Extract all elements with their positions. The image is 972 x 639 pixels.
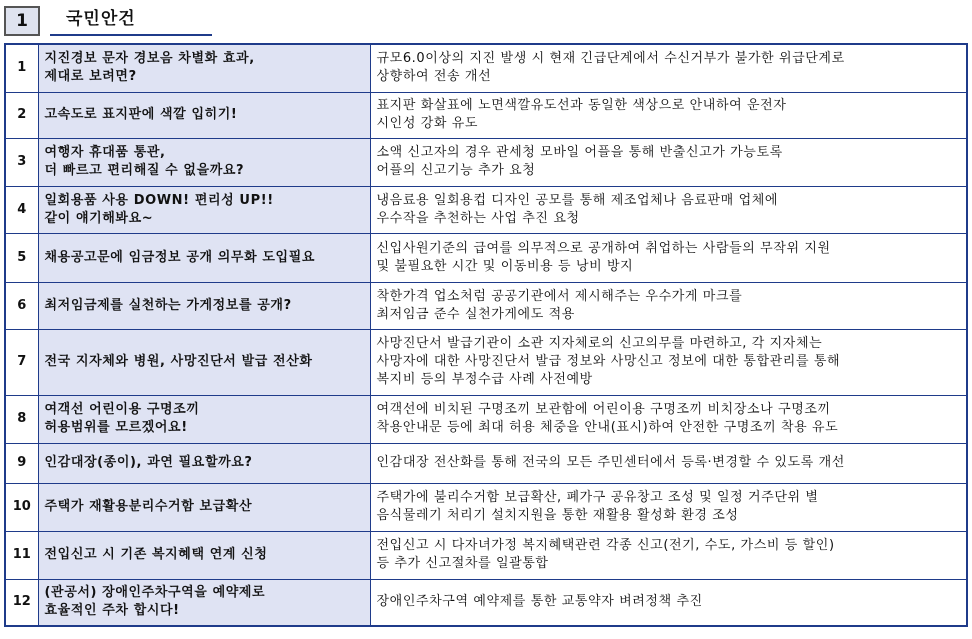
row-number: 12 (5, 579, 38, 626)
row-description: 착한가격 업소처럼 공공기관에서 제시해주는 우수가게 마크를 최저임금 준수 실천가게에도 적용 (370, 282, 967, 329)
row-number: 6 (5, 282, 38, 329)
table-row (5, 395, 967, 443)
row-number: 1 (5, 44, 38, 92)
row-title: 주택가 재활용분리수거함 보급확산 (38, 483, 370, 531)
row-title: 전입신고 시 기존 복지혜택 연계 신청 (38, 531, 370, 579)
table-row (5, 92, 967, 138)
row-description: 규모6.0이상의 지진 발생 시 현재 긴급단계에서 수신거부가 불가한 위급단계로 상향하여 전송 개선 (370, 44, 967, 92)
row-number: 10 (5, 483, 38, 531)
row-title: 일회용품 사용 DOWN! 편리성 UP!! 같이 얘기해봐요~ (38, 186, 370, 233)
row-description: 냉음료용 일회용컵 디자인 공모를 통해 제조업체나 음료판매 업체에 우수작을 추천하는 사업 추진 요청 (370, 186, 967, 233)
row-number: 9 (5, 443, 38, 483)
row-number: 8 (5, 395, 38, 443)
row-description: 인감대장 전산화를 통해 전국의 모든 주민센터에서 등록·변경할 수 있도록 개선 (370, 443, 967, 483)
section-number: 1 (4, 6, 40, 36)
row-number: 3 (5, 138, 38, 186)
row-description: 전입신고 시 다자녀가정 복지혜택관련 각종 신고(전기, 수도, 가스비 등 할인) 등 추가 신고절차를 일괄통합 (370, 531, 967, 579)
table-row (5, 483, 967, 531)
row-title: 여행자 휴대품 통관, 더 빠르고 편리해질 수 없을까요? (38, 138, 370, 186)
row-description: 사망진단서 발급기관이 소관 지자체로의 신고의무를 마련하고, 각 지자체는 사망자에 대한 사망진단서 발급 정보와 사망신고 정보에 대한 통합관리를 통해 복지비 등의 부정수급 사례 사전예방 (370, 329, 967, 395)
row-title: 지진경보 문자 경보음 차별화 효과, 제대로 보려면? (38, 44, 370, 92)
row-description: 여객선에 비치된 구명조끼 보관함에 어린이용 구명조끼 비치장소나 구명조끼 착용안내문 등에 최대 허용 체중을 안내(표시)하여 안전한 구명조끼 착용 유도 (370, 395, 967, 443)
row-description: 소액 신고자의 경우 관세청 모바일 어플을 통해 반출신고가 가능토록 어플의 신고기능 추가 요청 (370, 138, 967, 186)
table-row (5, 44, 967, 92)
table-row (5, 186, 967, 233)
table-row (5, 329, 967, 395)
row-description: 장애인주차구역 예약제를 통한 교통약자 벼려정책 추진 (370, 579, 967, 626)
table-row (5, 579, 967, 626)
title-underline (50, 34, 212, 36)
row-description: 주택가에 불리수거함 보급확산, 폐가구 공유창고 조성 및 일정 거주단위 별 음식물레기 처리기 설치지원을 통한 재활용 활성화 환경 조성 (370, 483, 967, 531)
row-number: 7 (5, 329, 38, 395)
proposal-table (4, 43, 968, 627)
section-title: 국민안건 (66, 9, 136, 29)
row-title: 전국 지자체와 병원, 사망진단서 발급 전산화 (38, 329, 370, 395)
row-number: 11 (5, 531, 38, 579)
row-title: 여객선 어린이용 구명조끼 허용범위를 모르겠어요! (38, 395, 370, 443)
table-row (5, 233, 967, 282)
row-number: 5 (5, 233, 38, 282)
row-title: 채용공고문에 임금정보 공개 의무화 도입필요 (38, 233, 370, 282)
table-row (5, 138, 967, 186)
row-title: 최저임금제를 실천하는 가게정보를 공개? (38, 282, 370, 329)
row-description: 표지판 화살표에 노면색깔유도선과 동일한 색상으로 안내하여 운전자 시인성 강화 유도 (370, 92, 967, 138)
row-title: (관공서) 장애인주차구역을 예약제로 효율적인 주차 합시다! (38, 579, 370, 626)
row-number: 4 (5, 186, 38, 233)
row-number: 2 (5, 92, 38, 138)
row-title: 인감대장(종이), 과연 필요할까요? (38, 443, 370, 483)
row-title: 고속도로 표지판에 색깔 입히기! (38, 92, 370, 138)
row-description: 신입사원기준의 급여를 의무적으로 공개하여 취업하는 사람들의 무작위 지원 및 불필요한 시간 및 이동비용 등 낭비 방지 (370, 233, 967, 282)
table-row (5, 443, 967, 483)
table-row (5, 531, 967, 579)
table-row (5, 282, 967, 329)
section-header (4, 6, 214, 36)
